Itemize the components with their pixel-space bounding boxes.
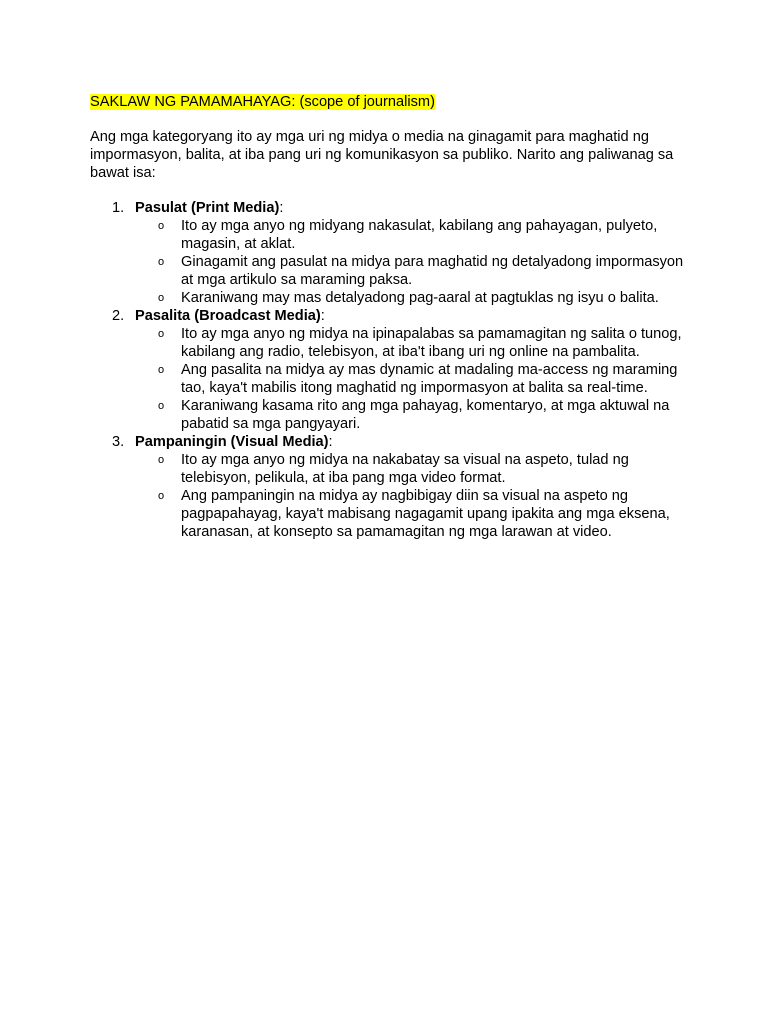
document-title bbox=[90, 93, 685, 111]
list-item bbox=[135, 217, 685, 253]
list-item bbox=[135, 397, 685, 433]
section-number: 2. bbox=[112, 308, 125, 324]
list-item bbox=[135, 325, 685, 361]
circle-bullet-icon: o bbox=[158, 400, 165, 412]
section-heading-bold: Pampaningin (Visual Media) bbox=[135, 434, 329, 450]
section-visual-media bbox=[90, 433, 685, 541]
section-points bbox=[135, 217, 685, 307]
list-item bbox=[135, 451, 685, 487]
list-item-text: Ang pampaningin na midya ay nagbibigay diin sa visual na aspeto ng pagpapahayag, kaya't mabisang nagagamit upang ipakita ang mga eksena, karanasan, at konsepto sa pamamagitan ng mga larawan at video. bbox=[181, 488, 670, 540]
circle-bullet-icon: o bbox=[158, 454, 165, 466]
list-item-text: Ito ay mga anyo ng midya na ipinapalabas sa pamamagitan ng salita o tunog, kabilang ang radio, telebisyon, at iba't ibang uri ng online na pambalita. bbox=[181, 326, 682, 360]
circle-bullet-icon: o bbox=[158, 490, 165, 502]
section-heading-bold: Pasulat (Print Media) bbox=[135, 200, 280, 216]
media-categories-list bbox=[90, 199, 685, 541]
list-item-text: Ito ay mga anyo ng midya na nakabatay sa visual na aspeto, tulad ng telebisyon, pelikula, at iba pang mga video format. bbox=[181, 452, 629, 486]
list-item bbox=[135, 487, 685, 541]
section-heading bbox=[135, 307, 685, 325]
section-number: 1. bbox=[112, 200, 125, 216]
section-points bbox=[135, 451, 685, 541]
circle-bullet-icon: o bbox=[158, 364, 165, 376]
list-item-text: Ito ay mga anyo ng midyang nakasulat, kabilang ang pahayagan, pulyeto, magasin, at aklat. bbox=[181, 218, 658, 252]
section-print-media bbox=[90, 199, 685, 307]
circle-bullet-icon: o bbox=[158, 220, 165, 232]
section-heading-colon: : bbox=[320, 308, 325, 324]
list-item bbox=[135, 289, 685, 307]
circle-bullet-icon: o bbox=[158, 292, 165, 304]
list-item-text: Ginagamit ang pasulat na midya para maghatid ng detalyadong impormasyon at mga artikulo sa maraming paksa. bbox=[181, 254, 684, 288]
intro-paragraph: Ang mga kategoryang ito ay mga uri ng midya o media na ginagamit para maghatid ng impormasyon, balita, at iba pang uri ng komunikasyon sa publiko. Narito ang paliwanag sa bawat isa: bbox=[90, 129, 674, 181]
circle-bullet-icon: o bbox=[158, 328, 165, 340]
highlighted-title-text: SAKLAW NG PAMAMAHAYAG: (scope of journalism) bbox=[90, 94, 435, 110]
section-heading-colon: : bbox=[279, 200, 284, 216]
document-page bbox=[90, 93, 685, 541]
section-heading bbox=[135, 433, 685, 451]
section-number: 3. bbox=[112, 434, 125, 450]
section-points bbox=[135, 325, 685, 433]
section-heading-bold: Pasalita (Broadcast Media) bbox=[135, 308, 321, 324]
list-item-text: Karaniwang kasama rito ang mga pahayag, komentaryo, at mga aktuwal na pabatid sa mga pangyayari. bbox=[181, 398, 670, 432]
section-heading bbox=[135, 199, 685, 217]
list-item-text: Ang pasalita na midya ay mas dynamic at madaling ma-access ng maraming tao, kaya't mabilis itong maghatid ng impormasyon at balita sa real-time. bbox=[181, 362, 678, 396]
section-broadcast-media bbox=[90, 307, 685, 433]
list-item bbox=[135, 253, 685, 289]
list-item-text: Karaniwang may mas detalyadong pag-aaral at pagtuklas ng isyu o balita. bbox=[181, 290, 659, 306]
section-heading-colon: : bbox=[328, 434, 333, 450]
list-item bbox=[135, 361, 685, 397]
circle-bullet-icon: o bbox=[158, 256, 165, 268]
